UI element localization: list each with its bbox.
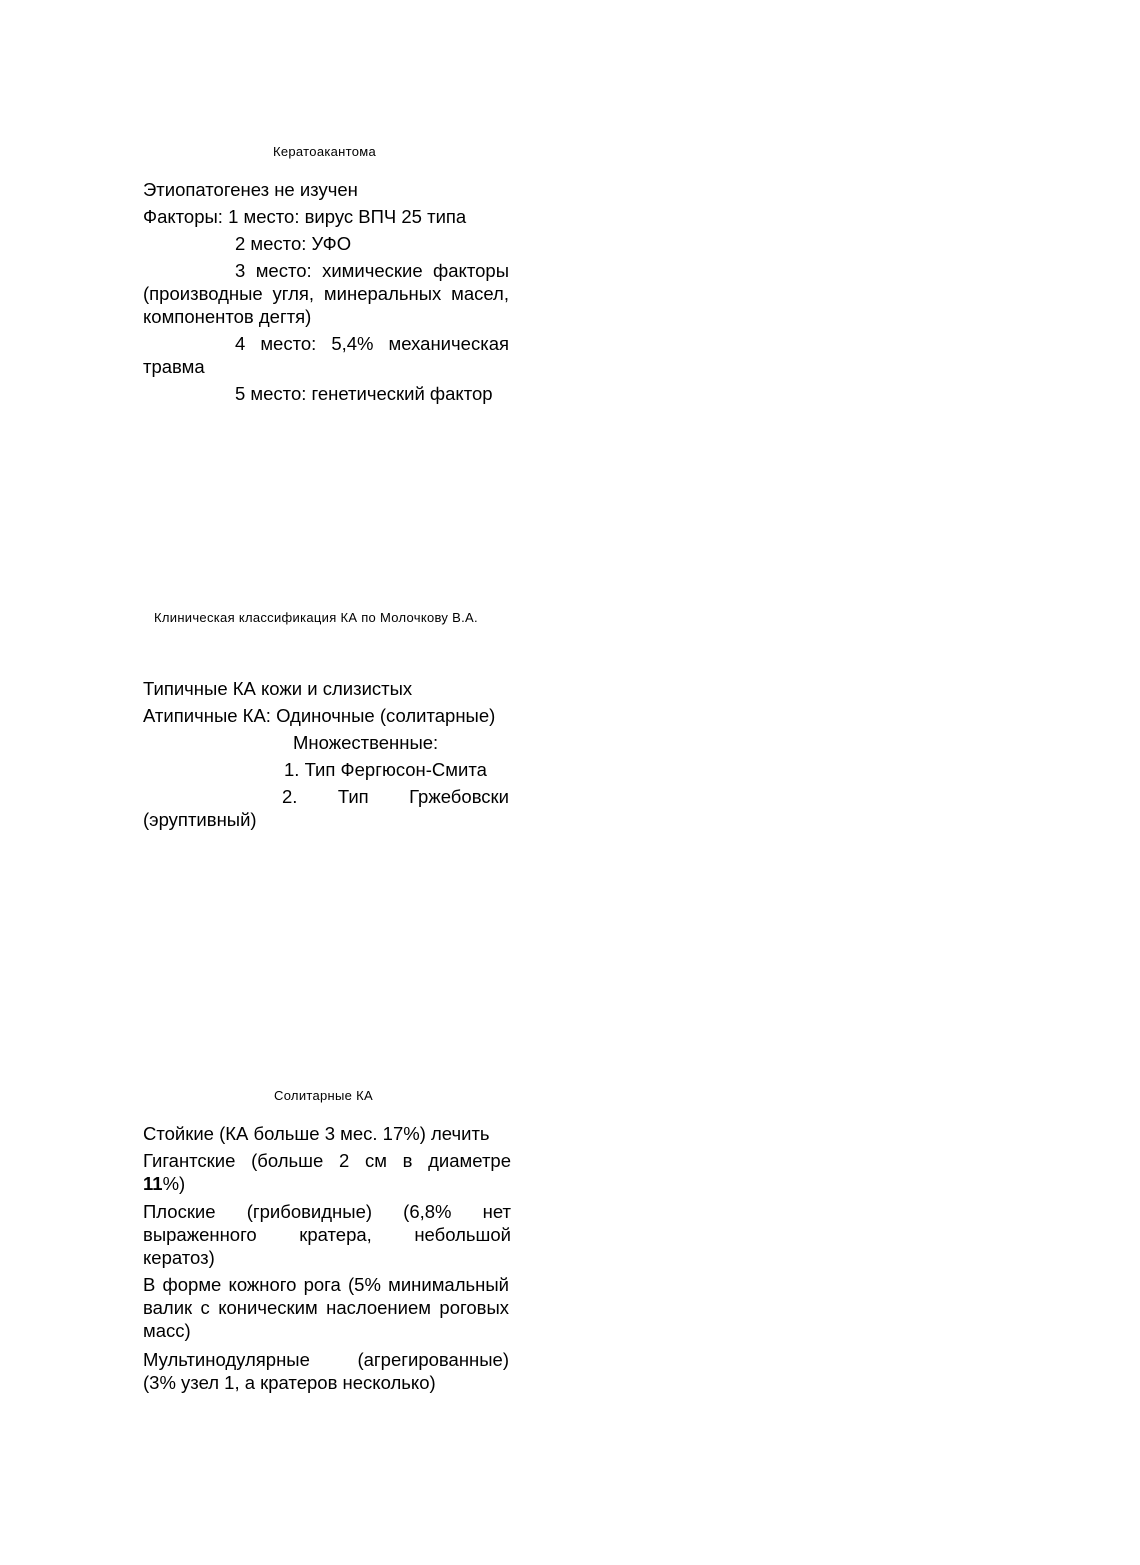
- text-line: (эруптивный): [143, 809, 257, 830]
- text-line: травма: [143, 356, 205, 377]
- text-line: кератоз): [143, 1247, 215, 1268]
- text-line: (3% узел 1, а кратеров несколько): [143, 1372, 436, 1393]
- text-line: 1. Тип Фергюсон-Смита: [284, 759, 487, 780]
- text-line: Стойкие (КА больше 3 мес. 17%) лечить: [143, 1123, 490, 1144]
- text-line: Этиопатогенез не изучен: [143, 179, 358, 200]
- text-line: Факторы: 1 место: вирус ВПЧ 25 типа: [143, 206, 467, 227]
- text-line: [143, 1172, 509, 1195]
- bold-number: 11: [143, 1173, 163, 1194]
- text-line: выраженного кратера, небольшой: [143, 1224, 511, 1245]
- section-title-solitary: Солитарные КА: [274, 1088, 373, 1103]
- text-fragment: %): [162, 1173, 186, 1194]
- text-line: 2 место: УФО: [235, 233, 352, 254]
- text-line: Атипичные КА: Одиночные (солитарные): [143, 705, 496, 726]
- text-line: 2. Тип Гржебовски: [282, 786, 509, 807]
- text-line: Мультинодулярные (агрегированные): [143, 1349, 509, 1370]
- text-line: Гигантские (больше 2 см в диаметре: [143, 1150, 511, 1171]
- text-line: Плоские (грибовидные) (6,8% нет: [143, 1201, 511, 1222]
- text-line: Множественные:: [293, 732, 439, 753]
- text-line: 4 место: 5,4% механическая: [235, 333, 509, 354]
- text-line: В форме кожного рога (5% минимальный: [143, 1274, 509, 1295]
- text-line: масс): [143, 1320, 191, 1341]
- text-line: компонентов дегтя): [143, 306, 312, 327]
- section-title-keratoacanthoma: Кератоакантома: [273, 144, 377, 159]
- text-line: Типичные КА кожи и слизистых: [143, 678, 413, 699]
- section-title-classification: Клиническая классификация КА по Молочкову В.А.: [154, 610, 478, 625]
- text-line: 5 место: генетический фактор: [235, 383, 493, 404]
- text-line: 3 место: химические факторы: [235, 260, 509, 281]
- text-line: валик с коническим наслоением роговых: [143, 1297, 509, 1318]
- text-line: (производные угля, минеральных масел,: [143, 283, 509, 304]
